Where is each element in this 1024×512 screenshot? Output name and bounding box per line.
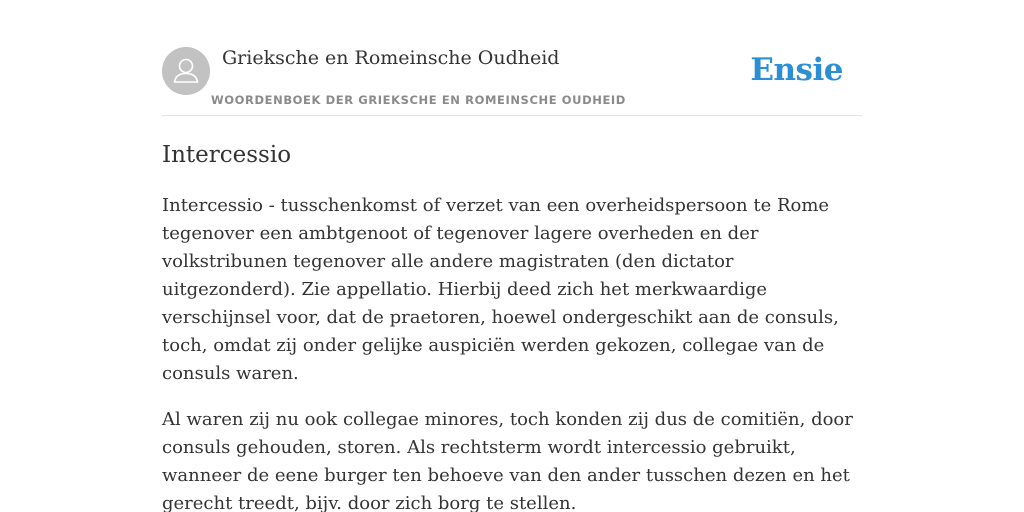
entry-title: Intercessio (162, 142, 292, 168)
entry-body (162, 192, 862, 512)
ensie-logo-link[interactable]: Ensie (750, 52, 843, 88)
source-header (162, 46, 862, 116)
source-title[interactable]: Grieksche en Romeinsche Oudheid (222, 47, 560, 69)
source-avatar[interactable] (162, 47, 210, 95)
source-subtitle: WOORDENBOEK DER GRIEKSCHE EN ROMEINSCHE OUDHEID (211, 93, 626, 107)
entry-paragraph: Al waren zij nu ook collegae minores, toch konden zij dus de comitiën, door consuls gehouden, storen. Als rechtsterm wordt intercessio gebruikt, wanneer de eene burger ten behoeve van den ander tusschen dezen en het gerecht treedt, bijv. door zich borg te stellen. (162, 409, 853, 512)
entry-paragraph: Intercessio - tusschenkomst of verzet van een overheidspersoon te Rome tegenover een ambtgenoot of tegenover lagere overheden en der volkstribunen tegenover alle andere magistraten (den dictator uitgezonderd). Zie appellatio. Hierbij deed zich het merkwaardige verschijnsel voor, dat de praetoren, hoewel ondergeschikt aan de consuls, toch, omdat zij onder gelijke auspiciën werden gekozen, collegae van de consuls waren. (162, 195, 839, 384)
user-icon (162, 47, 210, 95)
